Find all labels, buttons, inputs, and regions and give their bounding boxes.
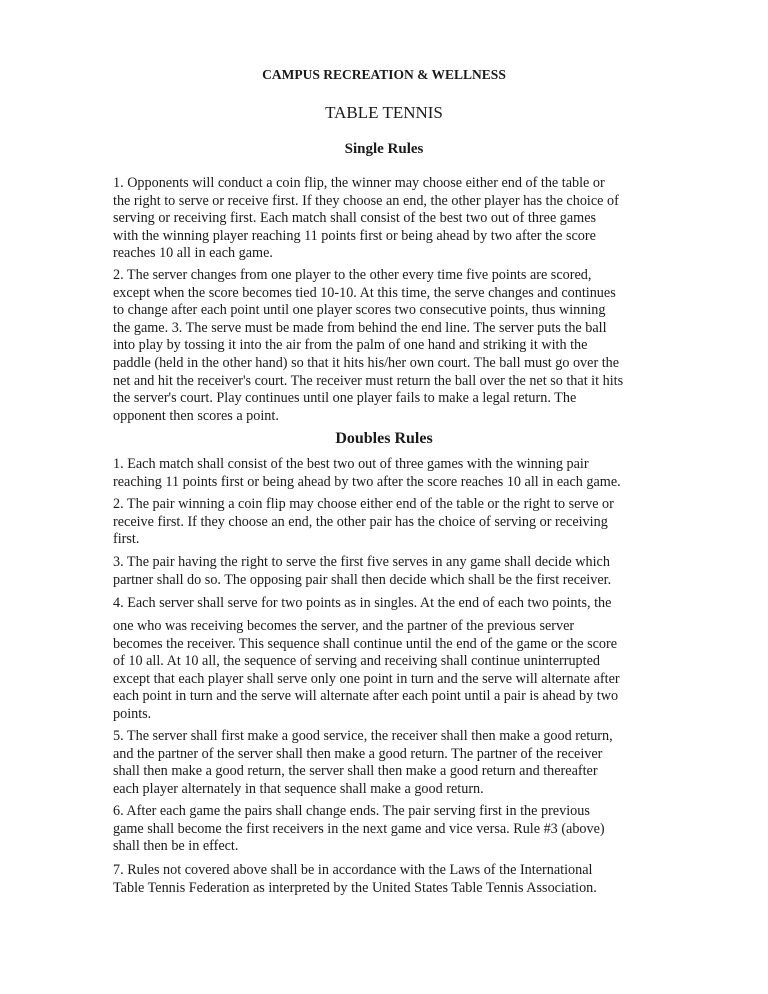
text-line: the game. 3. The serve must be made from behind the end line. The server puts the ball: [113, 319, 607, 336]
text-line: paddle (held in the other hand) so that it hits his/her own court. The ball must go over the: [113, 354, 620, 371]
text-line: becomes the receiver. This sequence shall continue until the end of the game or the score: [113, 635, 618, 652]
text-line: 1. Each match shall consist of the best two out of three games with the winning pair: [113, 456, 589, 472]
doubles-rule-paragraph: [113, 554, 659, 589]
single-rule-paragraph: [113, 175, 659, 263]
text-line: 6. After each game the pairs shall change ends. The pair serving first in the previous: [113, 803, 590, 819]
text-line: and the partner of the server shall then make a good return. The partner of the receiver: [113, 745, 603, 762]
doubles-rule-paragraph: [113, 728, 659, 798]
text-line: partner shall do so. The opposing pair shall then decide which shall be the first receiver.: [113, 571, 612, 588]
document-title: TABLE TENNIS: [325, 103, 443, 122]
text-line: serving or receiving first. Each match shall consist of the best two out of three games: [113, 210, 597, 227]
text-line: reaches 10 all in each game.: [113, 245, 273, 262]
doubles-rule-paragraph: [113, 595, 659, 613]
text-line: to change after each point until one player scores two consecutive points, thus winning: [113, 302, 606, 319]
text-line: reaching 11 points first or being ahead by two after the score reaches 10 all in each game.: [113, 473, 621, 490]
doubles-rule-paragraph: [113, 496, 659, 549]
doubles-rule-paragraph: [113, 456, 659, 491]
text-line: net and hit the receiver's court. The receiver must return the ball over the net so that it hits: [113, 372, 624, 389]
text-line: 2. The pair winning a coin flip may choose either end of the table or the right to serve or: [113, 496, 614, 512]
doubles-rule-paragraph: [113, 803, 659, 856]
text-line: receive first. If they choose an end, the other pair has the choice of serving or receiving: [113, 513, 608, 530]
text-line: 2. The server changes from one player to the other every time five points are scored,: [113, 267, 592, 283]
text-line: shall then be in effect.: [113, 838, 239, 855]
text-line: shall then make a good return, the server shall then make a good return and thereafter: [113, 763, 598, 780]
text-line: Table Tennis Federation as interpreted by the United States Table Tennis Association.: [113, 879, 597, 896]
text-line: 5. The server shall first make a good service, the receiver shall then make a good return,: [113, 728, 613, 744]
text-line: 7. Rules not covered above shall be in accordance with the Laws of the International: [113, 862, 593, 878]
text-line: each player alternately in that sequence shall make a good return.: [113, 780, 484, 797]
text-line: the server's court. Play continues until one player fails to make a legal return. The: [113, 390, 577, 407]
doubles-rule-paragraph: [113, 862, 659, 897]
text-line: into play by tossing it into the air from the palm of one hand and striking it with the: [113, 337, 588, 354]
text-line: each point in turn and the serve will alternate after each point until a pair is ahead by two: [113, 688, 619, 705]
organization-name: CAMPUS RECREATION & WELLNESS: [262, 67, 506, 82]
text-line: game shall become the first receivers in the next game and vice versa. Rule #3 (above): [113, 820, 605, 837]
text-line: 1. Opponents will conduct a coin flip, the winner may choose either end of the table or: [113, 175, 605, 191]
text-line: except that each player shall serve only one point in turn and the serve will alternate after: [113, 670, 620, 687]
text-line: the right to serve or receive first. If they choose an end, the other player has the choice of: [113, 192, 619, 209]
doubles-rules-heading: Doubles Rules: [335, 430, 433, 447]
single-rules-heading: Single Rules: [344, 141, 424, 157]
doubles-rule-paragraph: [113, 618, 659, 724]
text-line: opponent then scores a point.: [113, 407, 279, 424]
text-line: of 10 all. At 10 all, the sequence of serving and receiving shall continue uninterrupted: [113, 653, 600, 670]
text-line: except when the score becomes tied 10-10. At this time, the serve changes and continues: [113, 284, 616, 301]
text-line: first.: [113, 531, 140, 548]
text-line: 3. The pair having the right to serve the first five serves in any game shall decide which: [113, 554, 610, 570]
text-line: with the winning player reaching 11 points first or being ahead by two after the score: [113, 227, 596, 244]
single-rule-paragraph: [113, 267, 659, 425]
text-line: 4. Each server shall serve for two points as in singles. At the end of each two points, the: [113, 595, 612, 611]
text-line: one who was receiving becomes the server, and the partner of the previous server: [113, 618, 575, 634]
text-line: points.: [113, 705, 152, 722]
